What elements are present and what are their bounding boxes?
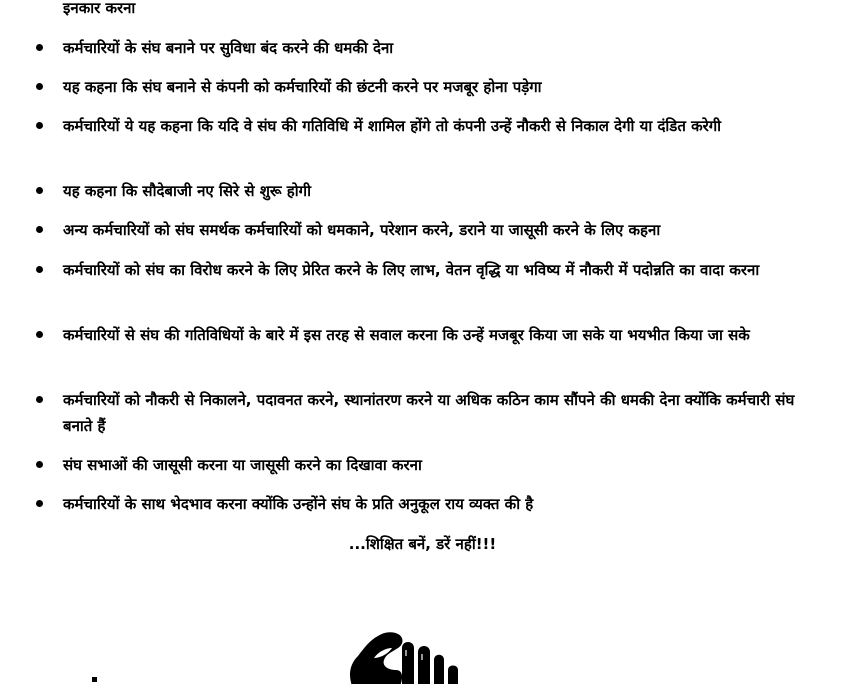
list-item-text: कर्मचारियों के साथ भेदभाव करना क्योंकि उन्होंने संघ के प्रति अनुकूल राय व्यक्त की है bbox=[63, 495, 534, 513]
bullet-icon bbox=[36, 331, 43, 338]
list-item-text: कर्मचारियों के संघ बनाने पर सुविधा बंद करने की धमकी देना bbox=[63, 39, 394, 57]
bullet-icon bbox=[36, 461, 43, 468]
list-item-text: कर्मचारियों को नौकरी से निकालने, पदावनत करने, स्थानांतरण करने या अधिक कठिन काम सौंपने की धमकी देना क्योंकि कर्मचारी संघ बनाते हैं bbox=[63, 391, 795, 435]
carryover-text: इनकार करना bbox=[63, 0, 136, 17]
bullet-icon bbox=[36, 500, 43, 507]
page-mark bbox=[92, 677, 97, 682]
bullet-icon bbox=[36, 226, 43, 233]
list-item-text: यह कहना कि सौदेबाजी नए सिरे से शुरू होगी bbox=[63, 182, 311, 200]
list-item-text: संघ सभाओं की जासूसी करना या जासूसी करने का दिखावा करना bbox=[63, 456, 422, 474]
closing-slogan: ...शिक्षित बनें, डरें नहीं!!! bbox=[348, 535, 497, 553]
list-item-text: कर्मचारियों को संघ का विरोध करने के लिए प्रेरित करने के लिए लाभ, वेतन वृद्धि या भविष्य में नौकरी में पदोन्नति का वादा करना bbox=[63, 261, 760, 279]
bullet-icon bbox=[36, 83, 43, 90]
list-item-text: यह कहना कि संघ बनाने से कंपनी को कर्मचारियों की छंटनी करने पर मजबूर होना पड़ेगा bbox=[63, 78, 542, 96]
list-item-text: कर्मचारियों से संघ की गतिविधियों के बारे में इस तरह से सवाल करना कि उन्हें मजबूर किया जा सके या भयभीत किया जा सके bbox=[63, 326, 750, 344]
list-item-text: कर्मचारियों ये यह कहना कि यदि वे संघ की गतिविधि में शामिल होंगे तो कंपनी उन्हें नौकरी से निकाल देगी या दंडित करेगी bbox=[63, 117, 722, 135]
bullet-icon bbox=[36, 122, 43, 129]
list-item-text: अन्य कर्मचारियों को संघ समर्थक कर्मचारियों को धमकाने, परेशान करने, डराने या जासूसी करने के लिए कहना bbox=[63, 221, 661, 239]
bullet-icon bbox=[36, 266, 43, 273]
raised-fist-icon bbox=[340, 626, 470, 684]
bullet-icon bbox=[36, 396, 43, 403]
bullet-icon bbox=[36, 187, 43, 194]
bullet-icon bbox=[36, 44, 43, 51]
